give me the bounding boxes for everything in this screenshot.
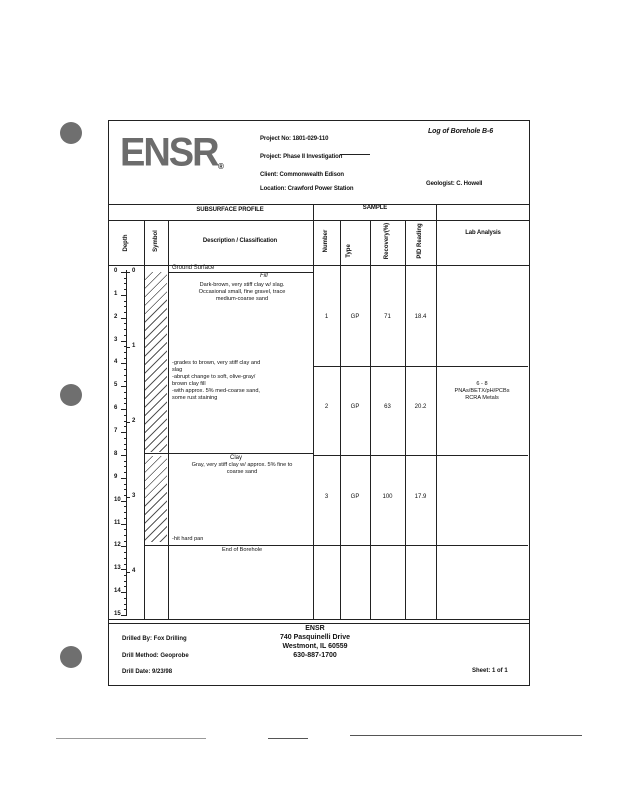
depth-tick-m [126,347,130,348]
depth-minor-tick [124,506,126,507]
drilled-by: Drilled By: Fox Drilling [122,636,187,642]
depth-minor-tick [124,489,126,490]
sample-1-pid: 18.4 [414,314,427,320]
depth-minor-tick [124,558,126,559]
depth-minor-tick [124,484,126,485]
sample-header: SAMPLE [362,205,388,211]
depth-minor-tick [124,575,126,576]
registered-mark: ® [218,162,224,171]
binder-hole-bottom [60,646,82,668]
depth-minor-tick [124,512,126,513]
depth-minor-tick [124,529,126,530]
depth-minor-tick [124,609,126,610]
depth-minor-tick [124,398,126,399]
depth-minor-tick [124,358,126,359]
depth-minor-tick [124,352,126,353]
depth-label-ft: 10 [114,496,121,503]
depth-label-m: 4 [132,568,136,575]
depth-minor-tick [124,518,126,519]
depth-tick-ft [121,569,126,570]
depth-minor-tick [124,323,126,324]
depth-tick-ft [121,318,126,319]
clay-description: Gray, very stiff clay w/ approx. 5% fine to coarse sand [191,462,293,475]
depth-minor-tick [124,335,126,336]
project-name: Project: Phase II Investigation [260,154,343,160]
depth-label-ft: 6 [114,405,118,412]
depth-tick-ft [121,592,126,593]
depth-tick-ft [121,501,126,502]
pid-column-header: PID Reading [417,223,423,259]
depth-minor-tick [124,426,126,427]
depth-minor-tick [124,449,126,450]
depth-label-m: 0 [132,268,136,274]
depth-label-ft: 4 [114,359,118,366]
depth-label-ft: 9 [114,473,118,480]
footer-phone: 630-887-1700 [293,652,337,659]
sample-2-number: 2 [324,404,329,410]
depth-tick-ft [121,363,126,364]
depth-label-ft: 11 [114,519,121,526]
depth-tick-ft [121,615,126,616]
depth-label-ft: 15 [114,611,121,617]
clay-heading: Clay [230,455,243,461]
location: Location: Crawford Power Station [260,186,354,192]
depth-minor-tick [124,461,126,462]
depth-minor-tick [124,403,126,404]
sample-2-type: GP [350,404,360,410]
depth-minor-tick [124,466,126,467]
depth-minor-tick [124,598,126,599]
sample-3-type: GP [350,494,360,500]
depth-label-ft: 13 [114,565,121,572]
sample-3-recovery: 100 [382,494,393,500]
number-column-header: Number [323,229,329,253]
drill-method: Drill Method: Geoprobe [122,653,189,659]
depth-tick-ft [121,386,126,387]
depth-tick-ft [121,432,126,433]
depth-label-ft: 12 [114,542,121,549]
sample-3-number: 3 [324,494,329,500]
depth-minor-tick [124,552,126,553]
symbol-column-header: Symbol [153,230,159,252]
depth-label-ft: 1 [114,290,118,297]
depth-minor-tick [124,564,126,565]
depth-minor-tick [124,472,126,473]
depth-tick-ft [121,409,126,410]
depth-label-ft: 14 [114,588,121,595]
hardpan-note: -hit hard pan [172,536,204,542]
depth-minor-tick [124,581,126,582]
sample-3-pid: 17.9 [414,494,427,500]
depth-label-ft: 2 [114,313,118,320]
depth-tick-ft [121,341,126,342]
depth-label-ft: 5 [114,382,118,389]
depth-tick-m [126,422,130,423]
type-column-header: Type [346,244,352,258]
drill-date: Drill Date: 9/23/98 [122,669,173,675]
footer-company: ENSR [305,625,325,632]
sample-2-pid: 20.2 [414,404,427,410]
depth-minor-tick [124,329,126,330]
sample-2-recovery: 63 [384,404,391,410]
footer-address-2: Westmont, IL 60559 [282,643,348,650]
depth-minor-tick [124,415,126,416]
fill-symbol-hatch [145,272,167,452]
geologist: Geologist: C. Howell [426,181,483,187]
depth-minor-tick [124,289,126,290]
depth-minor-tick [124,604,126,605]
sheet-number: Sheet: 1 of 1 [472,668,508,674]
depth-minor-tick [124,541,126,542]
depth-tick-m [126,272,130,273]
binder-hole-middle [60,384,82,406]
depth-minor-tick [124,495,126,496]
depth-minor-tick [124,312,126,313]
lab-analysis-cell: 6 - 8 PNAs/BETX/pH/PCBs RCRA Metals [454,381,510,401]
fill-description: Dark-brown, very stiff clay w/ slag. Occasional small, fine gravel, trace medium-coarse sand [198,282,286,302]
depth-minor-tick [124,306,126,307]
depth-label-m: 2 [132,418,136,425]
depth-minor-tick [124,535,126,536]
depth-tick-ft [121,478,126,479]
depth-minor-tick [124,444,126,445]
depth-tick-ft [121,546,126,547]
lab-analysis-header: Lab Analysis [465,230,501,236]
depth-minor-tick [124,438,126,439]
sample-1-number: 1 [324,314,329,320]
depth-label-ft: 8 [114,450,118,457]
depth-tick-ft [121,524,126,525]
depth-label-ft: 7 [114,428,118,435]
footer-address-1: 740 Pasquinelli Drive [279,634,351,641]
clay-symbol-hatch [145,456,167,542]
depth-minor-tick [124,283,126,284]
project-number: Project No: 1801-029-110 [260,136,329,142]
depth-column-header: Depth [123,234,129,252]
fill-heading: Fill [260,273,268,279]
depth-tick-m [126,572,130,573]
ensr-logo: ENSR [120,130,218,176]
depth-minor-tick [124,301,126,302]
depth-label-ft: 0 [114,268,118,274]
subsurface-profile-header: SUBSURFACE PROFILE [196,207,264,213]
ground-surface-label: Ground Surface [172,265,215,271]
depth-label-m: 1 [132,343,136,350]
log-title: Log of Borehole B-6 [428,128,493,135]
depth-minor-tick [124,278,126,279]
depth-minor-tick [124,381,126,382]
recovery-column-header: Recovery(%) [384,222,390,260]
depth-label-ft: 3 [114,336,118,343]
depth-tick-m [126,497,130,498]
fill-notes: -grades to brown, very stiff clay and slag -abrupt change to soft, olive-gray/ brown clay fill -with approx. 5% med-coarse sand, some rust staining [172,360,261,401]
depth-minor-tick [124,375,126,376]
depth-minor-tick [124,392,126,393]
depth-minor-tick [124,369,126,370]
depth-tick-ft [121,295,126,296]
depth-tick-ft [121,455,126,456]
description-column-header: Description / Classification [202,238,278,244]
binder-hole-top [60,122,82,144]
sample-1-recovery: 71 [384,314,391,320]
end-of-borehole: End of Borehole [221,547,263,553]
depth-minor-tick [124,586,126,587]
client-name: Client: Commonwealth Edison [260,172,344,178]
depth-label-m: 3 [132,493,136,500]
sample-1-type: GP [350,314,360,320]
